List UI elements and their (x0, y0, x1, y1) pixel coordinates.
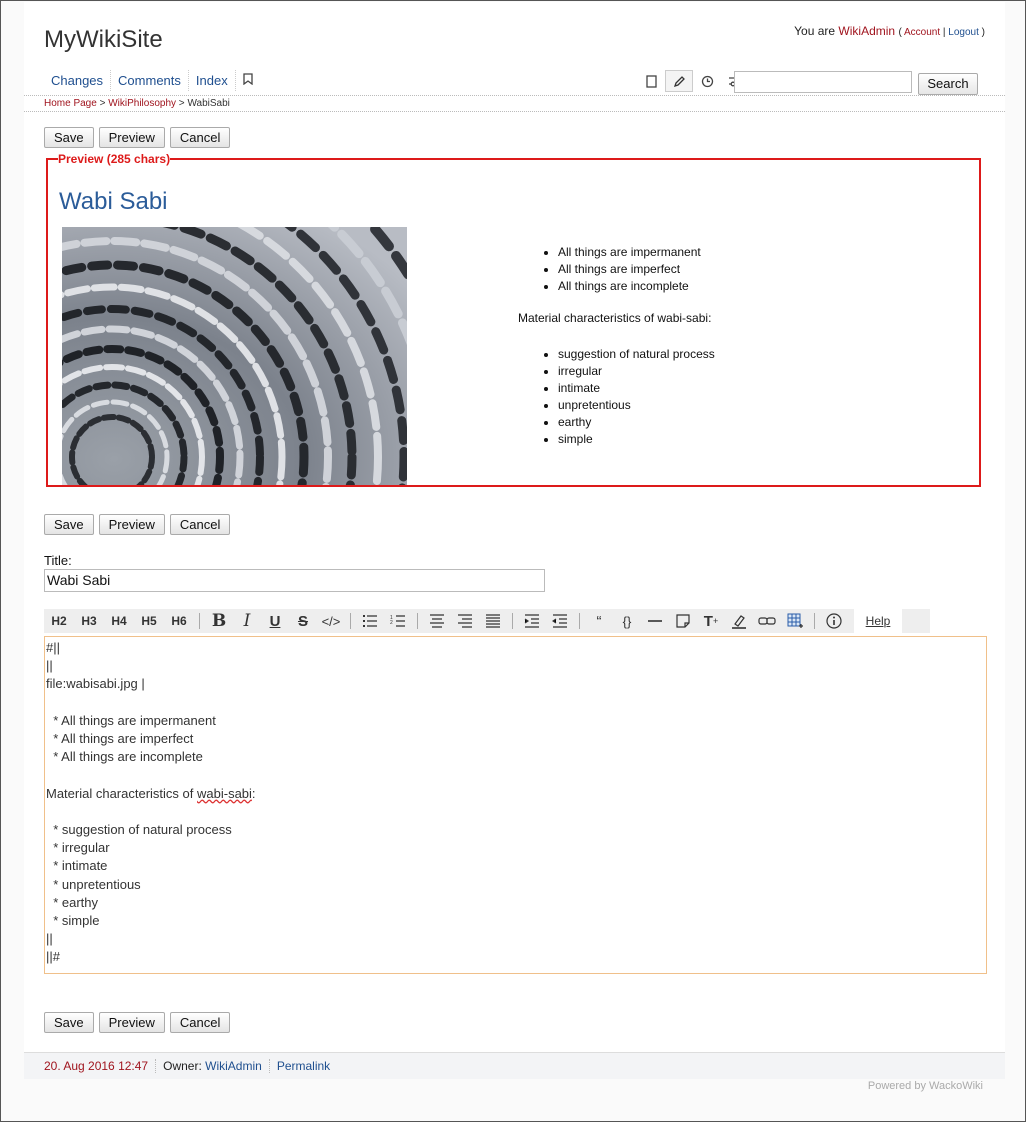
breadcrumb-divider (24, 111, 1005, 112)
editor-line: * All things are incomplete (46, 749, 203, 765)
list-item: • All things are incomplete (558, 278, 701, 295)
editor-line: ||# (46, 949, 60, 965)
editor-line: * simple (46, 913, 100, 929)
cancel-button[interactable]: Cancel (170, 127, 230, 148)
toolbar-separator (579, 613, 580, 629)
permalink-link[interactable]: Permalink (276, 1059, 331, 1073)
editor-line: * unpretentious (46, 876, 141, 892)
preview-button[interactable]: Preview (99, 127, 165, 148)
main-nav (44, 70, 260, 91)
page-footer (24, 1052, 1005, 1079)
user-prefix: You are (794, 24, 836, 38)
list-item: • intimate (558, 380, 715, 397)
editor-line: * All things are imperfect (46, 731, 194, 747)
page-view-icon[interactable] (637, 70, 665, 92)
indent-icon[interactable] (518, 609, 546, 633)
title-label: Title: (44, 553, 72, 568)
list-item: • earthy (558, 414, 715, 431)
horizontal-rule-icon[interactable] (641, 609, 669, 633)
preview-panel (46, 152, 981, 487)
heading3-button[interactable]: H3 (81, 614, 97, 628)
nav-tab-index[interactable]: Index (189, 70, 236, 91)
search-input[interactable] (734, 71, 912, 93)
editor-line: * intimate (46, 858, 108, 874)
account-link[interactable]: Account (904, 27, 941, 38)
breadcrumb (44, 98, 230, 109)
bold-icon[interactable]: B (211, 611, 227, 631)
editor-line: || (46, 658, 53, 674)
nav-tab-changes[interactable]: Changes (44, 70, 111, 91)
align-right-icon[interactable] (451, 609, 479, 633)
editor-line (46, 803, 985, 821)
cancel-button[interactable]: Cancel (170, 514, 230, 535)
preview-list-characteristics (518, 346, 715, 448)
heading4-button[interactable]: H4 (111, 614, 127, 628)
editor-toolbar (44, 609, 930, 633)
spellcheck-flag: wabi-sabi (197, 785, 252, 801)
link-icon[interactable] (753, 609, 781, 633)
code-icon[interactable]: </> (321, 613, 341, 629)
editor-line: * earthy (46, 894, 99, 910)
outdent-icon[interactable] (546, 609, 574, 633)
breadcrumb-home[interactable]: Home Page (44, 98, 97, 109)
quote-icon[interactable]: “ (596, 612, 602, 630)
nav-tab-comments[interactable]: Comments (111, 70, 189, 91)
toolbar-separator (199, 613, 200, 629)
user-bar: You are WikiAdmin ( Account | Logout ) (794, 24, 985, 38)
editor-line: * suggestion of natural process (46, 822, 232, 838)
editor-line (46, 694, 985, 712)
bullet-list-icon[interactable] (356, 609, 384, 633)
title-input[interactable]: Wabi Sabi (44, 569, 545, 592)
site-title[interactable]: MyWikiSite (44, 26, 163, 53)
strikethrough-icon[interactable]: S (297, 612, 308, 630)
editor-line: file:wabisabi.jpg | (46, 676, 145, 692)
underline-icon[interactable]: U (269, 612, 281, 630)
page (24, 2, 1005, 1078)
nav-divider (24, 95, 1005, 96)
list-item: • All things are imperfect (558, 261, 701, 278)
align-justify-icon[interactable] (479, 609, 507, 633)
user-name-link[interactable]: WikiAdmin (838, 24, 896, 38)
numbered-list-icon[interactable] (384, 609, 412, 633)
italic-icon[interactable]: I (243, 611, 251, 631)
owner-info (156, 1059, 270, 1073)
search-button[interactable]: Search (918, 73, 978, 95)
footnote-note-icon[interactable] (669, 609, 697, 633)
help-link[interactable]: Help (854, 609, 902, 633)
editor-line: #|| (46, 640, 60, 655)
preview-heading: Wabi Sabi (59, 188, 168, 215)
list-item: • unpretentious (558, 397, 715, 414)
middle-button-row (44, 514, 230, 535)
list-item: • suggestion of natural process (558, 346, 715, 363)
owner-label: Owner: (163, 1059, 202, 1073)
wiki-editor-textarea[interactable] (44, 636, 987, 974)
table-icon[interactable] (781, 609, 809, 633)
editor-line (46, 766, 985, 784)
wabisabi-image (62, 227, 407, 485)
save-button[interactable]: Save (44, 514, 94, 535)
heading2-button[interactable]: H2 (51, 614, 67, 628)
highlight-marker-icon[interactable] (725, 609, 753, 633)
info-icon[interactable] (820, 609, 848, 633)
breadcrumb-sep: > (96, 98, 109, 109)
save-button[interactable]: Save (44, 1012, 94, 1033)
breadcrumb-current: WabiSabi (187, 98, 230, 109)
list-item: • All things are impermanent (558, 244, 701, 261)
text-size-icon[interactable]: T + (703, 612, 719, 630)
preview-paragraph: Material characteristics of wabi-sabi: (518, 311, 712, 325)
top-button-row (44, 127, 230, 148)
breadcrumb-sep: > (176, 98, 188, 109)
modified-date: 20. Aug 2016 12:47 (44, 1059, 156, 1073)
owner-link[interactable]: WikiAdmin (205, 1059, 262, 1073)
editor-line: * All things are impermanent (46, 712, 216, 728)
breadcrumb-wikiphilosophy[interactable]: WikiPhilosophy (108, 98, 177, 109)
powered-by[interactable]: Powered by WackoWiki (867, 1080, 983, 1092)
preview-button[interactable]: Preview (99, 514, 165, 535)
codeblock-braces-icon[interactable]: {} (622, 613, 632, 629)
heading5-button[interactable]: H5 (141, 614, 157, 628)
editor-line: || (46, 931, 53, 947)
heading6-button[interactable]: H6 (171, 614, 187, 628)
toolbar-separator (814, 613, 815, 629)
revisions-clock-icon[interactable] (693, 70, 721, 92)
logout-link[interactable]: Logout (948, 27, 979, 38)
svg-text:1: 1 (390, 615, 393, 621)
preview-legend: Preview (285 chars) (58, 152, 171, 166)
preview-list-principles (518, 244, 701, 295)
editor-line: Material characteristics of wabi-sabi: (46, 785, 256, 801)
preview-button[interactable]: Preview (99, 1012, 165, 1033)
align-center-icon[interactable] (423, 609, 451, 633)
toolbar-separator (350, 613, 351, 629)
cancel-button[interactable]: Cancel (170, 1012, 230, 1033)
list-item: • irregular (558, 363, 715, 380)
list-item: • simple (558, 431, 715, 448)
toolbar-separator (417, 613, 418, 629)
save-button[interactable]: Save (44, 127, 94, 148)
svg-text:2: 2 (390, 620, 393, 626)
bottom-button-row (44, 1012, 230, 1033)
edit-pencil-icon[interactable] (665, 70, 693, 92)
bookmark-icon[interactable] (236, 70, 260, 91)
editor-line: * irregular (46, 840, 110, 856)
toolbar-separator (512, 613, 513, 629)
